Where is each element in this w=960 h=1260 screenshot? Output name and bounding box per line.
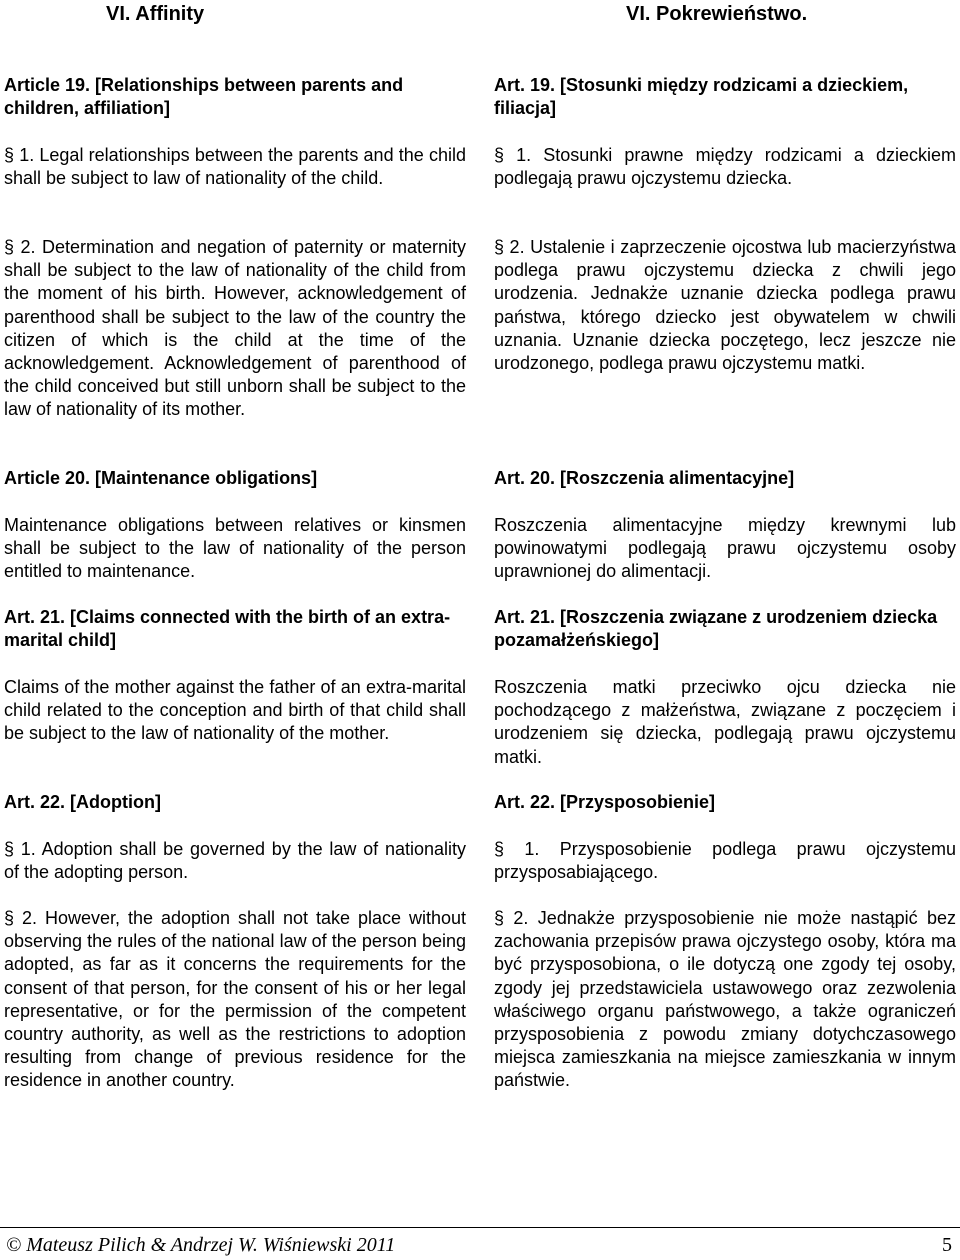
section-title-pl: VI. Pokrewieństwo. bbox=[626, 3, 808, 25]
section-title-en: VI. Affinity bbox=[106, 3, 205, 25]
page-footer bbox=[6, 1232, 952, 1258]
article-19-heading-en: Article 19. [Relationships between parents and children, affiliation] bbox=[4, 75, 404, 119]
article-22-heading-pl: Art. 22. [Przysposobienie] bbox=[494, 792, 716, 812]
article-20-text-pl: Roszczenia alimentacyjne między krewnymi lub powinowatymi podlegają prawu ojczystemu osoby uprawnionej do alimentacji. bbox=[494, 515, 956, 582]
article-20-text-en: Maintenance obligations between relatives or kinsmen shall be subject to the law of nationality of the person entitled to maintenance. bbox=[4, 515, 466, 582]
article-20-heading-en: Article 20. [Maintenance obligations] bbox=[4, 468, 318, 488]
article-19-paragraph-2-pl: § 2. Ustalenie i zaprzeczenie ojcostwa lub macierzyństwa podlega prawu ojczystemu dziecka z chwili jego urodzenia. Jednakże uznanie dziecka podlega prawu państwa, którego dziecko jest obywatelem w chwili uznania. Uznanie dziecka poczętego, lecz jeszcze nie urodzonego, podlega prawu ojczystemu matki. bbox=[494, 237, 956, 374]
article-22-heading-en: Art. 22. [Adoption] bbox=[4, 792, 161, 812]
article-19-paragraph-2-en: § 2. Determination and negation of paternity or maternity shall be subject to the law of nationality of the child from the moment of his birth. However, acknowledgement of parenthood shall be subject to the law of the country the citizen of which is the child at the time of the acknowledgement. Acknowledgement of parenthood of the child conceived but still unborn shall be subject to the law of nationality of its mother. bbox=[4, 237, 466, 420]
article-19-paragraph-1-pl: § 1. Stosunki prawne między rodzicami a dzieckiem podlegają prawu ojczystemu dziecka. bbox=[494, 145, 956, 189]
article-22-paragraph-2-pl: § 2. Jednakże przysposobienie nie może nastąpić bez zachowania przepisów prawa ojczystego osoby, która ma być przysposobiona, o ile dotyczą one zgody tej osoby, zgody jej przedstawiciela ustawowego oraz zezwolenia właściwego organu państwowego, a także ograniczeń przysposobienia z powodu zmiany dotychczasowego miejsca zamieszkania na miejsce zamieszkania w innym państwie. bbox=[494, 908, 956, 1091]
article-22-paragraph-1-pl: § 1. Przysposobienie podlega prawu ojczystemu przysposabiającego. bbox=[494, 839, 956, 883]
article-21-text-en: Claims of the mother against the father of an extra-marital child related to the conception and birth of that child shall be subject to the law of nationality of the mother. bbox=[4, 677, 466, 744]
footer-divider bbox=[0, 1227, 960, 1228]
footer-author: © Mateusz Pilich & Andrzej W. Wiśniewski 2011 bbox=[6, 1234, 396, 1256]
article-19-heading-pl: Art. 19. [Stosunki między rodzicami a dzieckiem, filiacja] bbox=[494, 75, 909, 119]
article-21-heading-en: Art. 21. [Claims connected with the birth of an extra-marital child] bbox=[4, 607, 451, 651]
article-19-paragraph-1-en: § 1. Legal relationships between the parents and the child shall be subject to law of nationality of the child. bbox=[4, 145, 466, 189]
article-21-text-pl: Roszczenia matki przeciwko ojcu dziecka nie pochodzącego z małżeństwa, związane z poczęciem i urodzeniem się dziecka, podlegają prawu ojczystemu matki. bbox=[494, 677, 956, 767]
article-20-heading-pl: Art. 20. [Roszczenia alimentacyjne] bbox=[494, 468, 795, 488]
article-21-heading-pl: Art. 21. [Roszczenia związane z urodzeniem dziecka pozamałżeńskiego] bbox=[494, 607, 938, 651]
page-number: 5 bbox=[942, 1234, 952, 1256]
article-22-paragraph-2-en: § 2. However, the adoption shall not take place without observing the rules of the national law of the person being adopted, as far as it concerns the requirements for the consent of that person, for the consent of his or her legal representative, or for the permission of the competent country authority, as well as the restrictions to adoption resulting from change of previous residence for the residence in another country. bbox=[4, 908, 466, 1091]
article-22-paragraph-1-en: § 1. Adoption shall be governed by the law of nationality of the adopting person. bbox=[4, 839, 466, 883]
